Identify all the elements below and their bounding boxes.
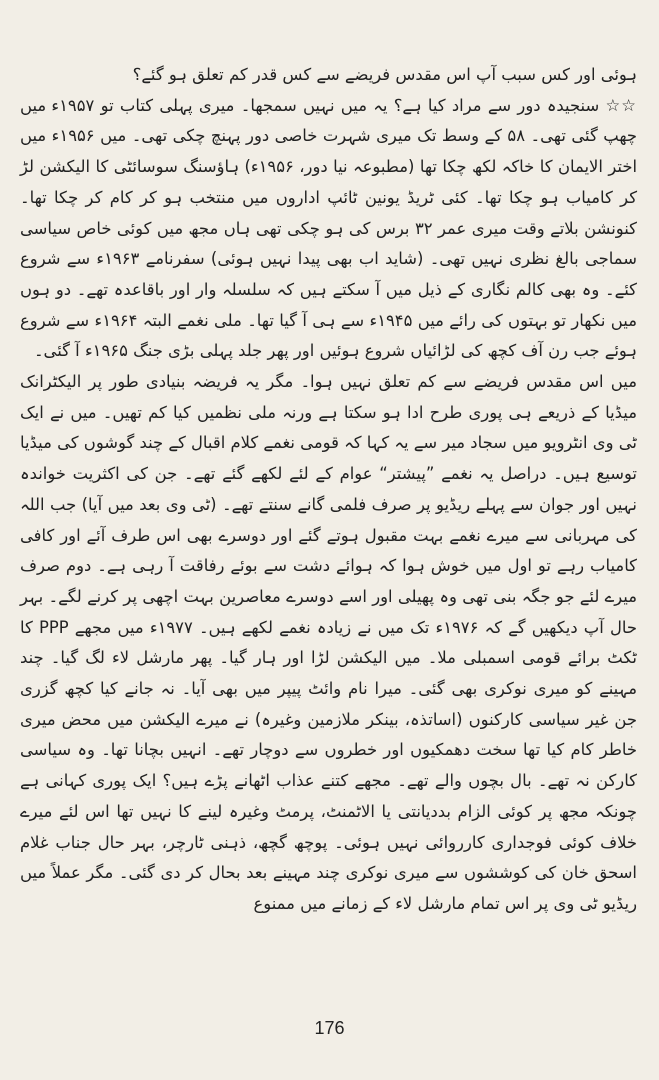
answer-paragraph-2: میں اس مقدس فریضے سے کم تعلق نہیں ہوا۔ مگر یہ فریضہ بنیادی طور پر الیکٹرانک میڈیا کے ذریعے ہی پوری طرح ادا ہو سکتا ہے ورنہ ملی نظمیں کیا کم تھیں۔ میں نے ایک ٹی وی انٹرویو میں سجاد میر سے یہ کہا کہ قومی نغمے کلام اقبال کے چند گوشوں کی میڈیا توسیع ہیں۔ دراصل یہ نغمے ”پیشتر“ عوام کے لئے لکھے گئے تھے۔ جن کی اکثریت خواندہ نہیں اور جوان سے پہلے ریڈیو پر صرف فلمی گانے سنتے تھے۔ (ٹی وی بعد میں آیا) جب اللہ کی مہربانی سے میرے نغمے بہت مقبول ہوتے گئے اور دوسرے بھی اس طرف آئے اور کافی کامیاب رہے تو اول میں خوش ہوا کہ ہوائے دشت سے بوئے رفاقت آ رہی ہے۔ دوم صرف میرے لئے جو جگہ بنی تھی وہ پھیلی اور اسے دوسرے معاصرین بہت اچھی پر کرنے لگے۔ بہر حال آپ دیکھیں گے کہ ۱۹۷۶ء تک میں نے زیادہ نغمے لکھے ہیں۔ ۱۹۷۷ء میں مجھے PPP کا ٹکٹ برائے قومی اسمبلی ملا۔ میں الیکشن لڑا اور ہار گیا۔ پھر مارشل لاء لگ گیا۔ چند مہینے کو میری نوکری بھی گئی۔ میرا نام وائٹ پیپر میں بھی آیا۔ نہ جانے کیا کچھ گزری جن غیر سیاسی کارکنوں (اساتذہ، بینکر ملازمین وغیرہ) نے میرے الیکشن میں محض میری خاطر کام کیا تھا سخت دھمکیوں اور خطروں سے دوچار تھے۔ انہیں بچانا تھا۔ وہ سیاسی کارکن نہ تھے۔ بال بچوں والے تھے۔ مجھے کتنے عذاب اٹھانے پڑے ہیں؟ ایک پوری کہانی ہے چونکہ مجھ پر کوئی الزام بددیانتی یا الاٹمنٹ، پرمٹ وغیرہ لینے کا نہیں تھا اس لئے میرے خلاف کوئی فوجداری کارروائی نہیں ہوئی۔ پوچھ گچھ، ذہنی ٹارچر، بہر حال جناب غلام اسحق خان کی کوششوں سے میری نوکری چند مہینے بعد بحال کر دی گئی۔ مگر عملاً میں ریڈیو ٹی وی پر اس تمام مارشل لاء کے زمانے میں ممنوع bbox=[20, 372, 637, 913]
page-number: 176 bbox=[314, 1018, 345, 1038]
question-paragraph: ہوئی اور کس سبب آپ اس مقدس فریضے سے کس قدر کم تعلق ہو گئے؟ bbox=[132, 65, 637, 84]
page-body-text bbox=[20, 60, 637, 920]
answer-paragraph-1: ☆☆ سنجیدہ دور سے مراد کیا ہے؟ یہ میں نہیں سمجھا۔ میری پہلی کتاب تو ۱۹۵۷ء میں چھپ گئی تھی۔ ۵۸ کے وسط تک میری شہرت خاصی دور پہنچ چکی تھی۔ میں ۱۹۵۶ء میں اختر الایمان کا خاکہ لکھ چکا تھا (مطبوعہ نیا دور، ۱۹۵۶ء) ہاؤسنگ سوسائٹی کا الیکشن لڑ کر کامیاب ہو چکا تھا۔ کئی ٹریڈ یونین ٹائپ اداروں میں منتخب ہو کر کام کر چکا تھا۔ کنونشن بلاتے وقت میری عمر ۳۲ برس کی ہو چکی تھی ہاں مجھ میں کوئی خاص سیاسی سماجی بالغ نظری نہیں تھی۔ (شاید اب بھی پیدا نہیں ہوئی) سفرنامے ۱۹۶۳ء سے شروع کئے۔ وہ بھی کالم نگاری کے ذیل میں آ سکتے ہیں کہ سلسلہ وار اور باقاعدہ تھے۔ دو ہوں میں نکھار تو بہتوں کی رائے میں ۱۹۴۵ء سے ہی آ گیا تھا۔ ملی نغمے البتہ ۱۹۶۴ء سے شروع ہوئے جب رن آف کچھ کی لڑائیاں شروع ہوئیں اور پھر جلد پہلی بڑی جنگ ۱۹۶۵ء آ گئی۔ bbox=[20, 95, 638, 361]
